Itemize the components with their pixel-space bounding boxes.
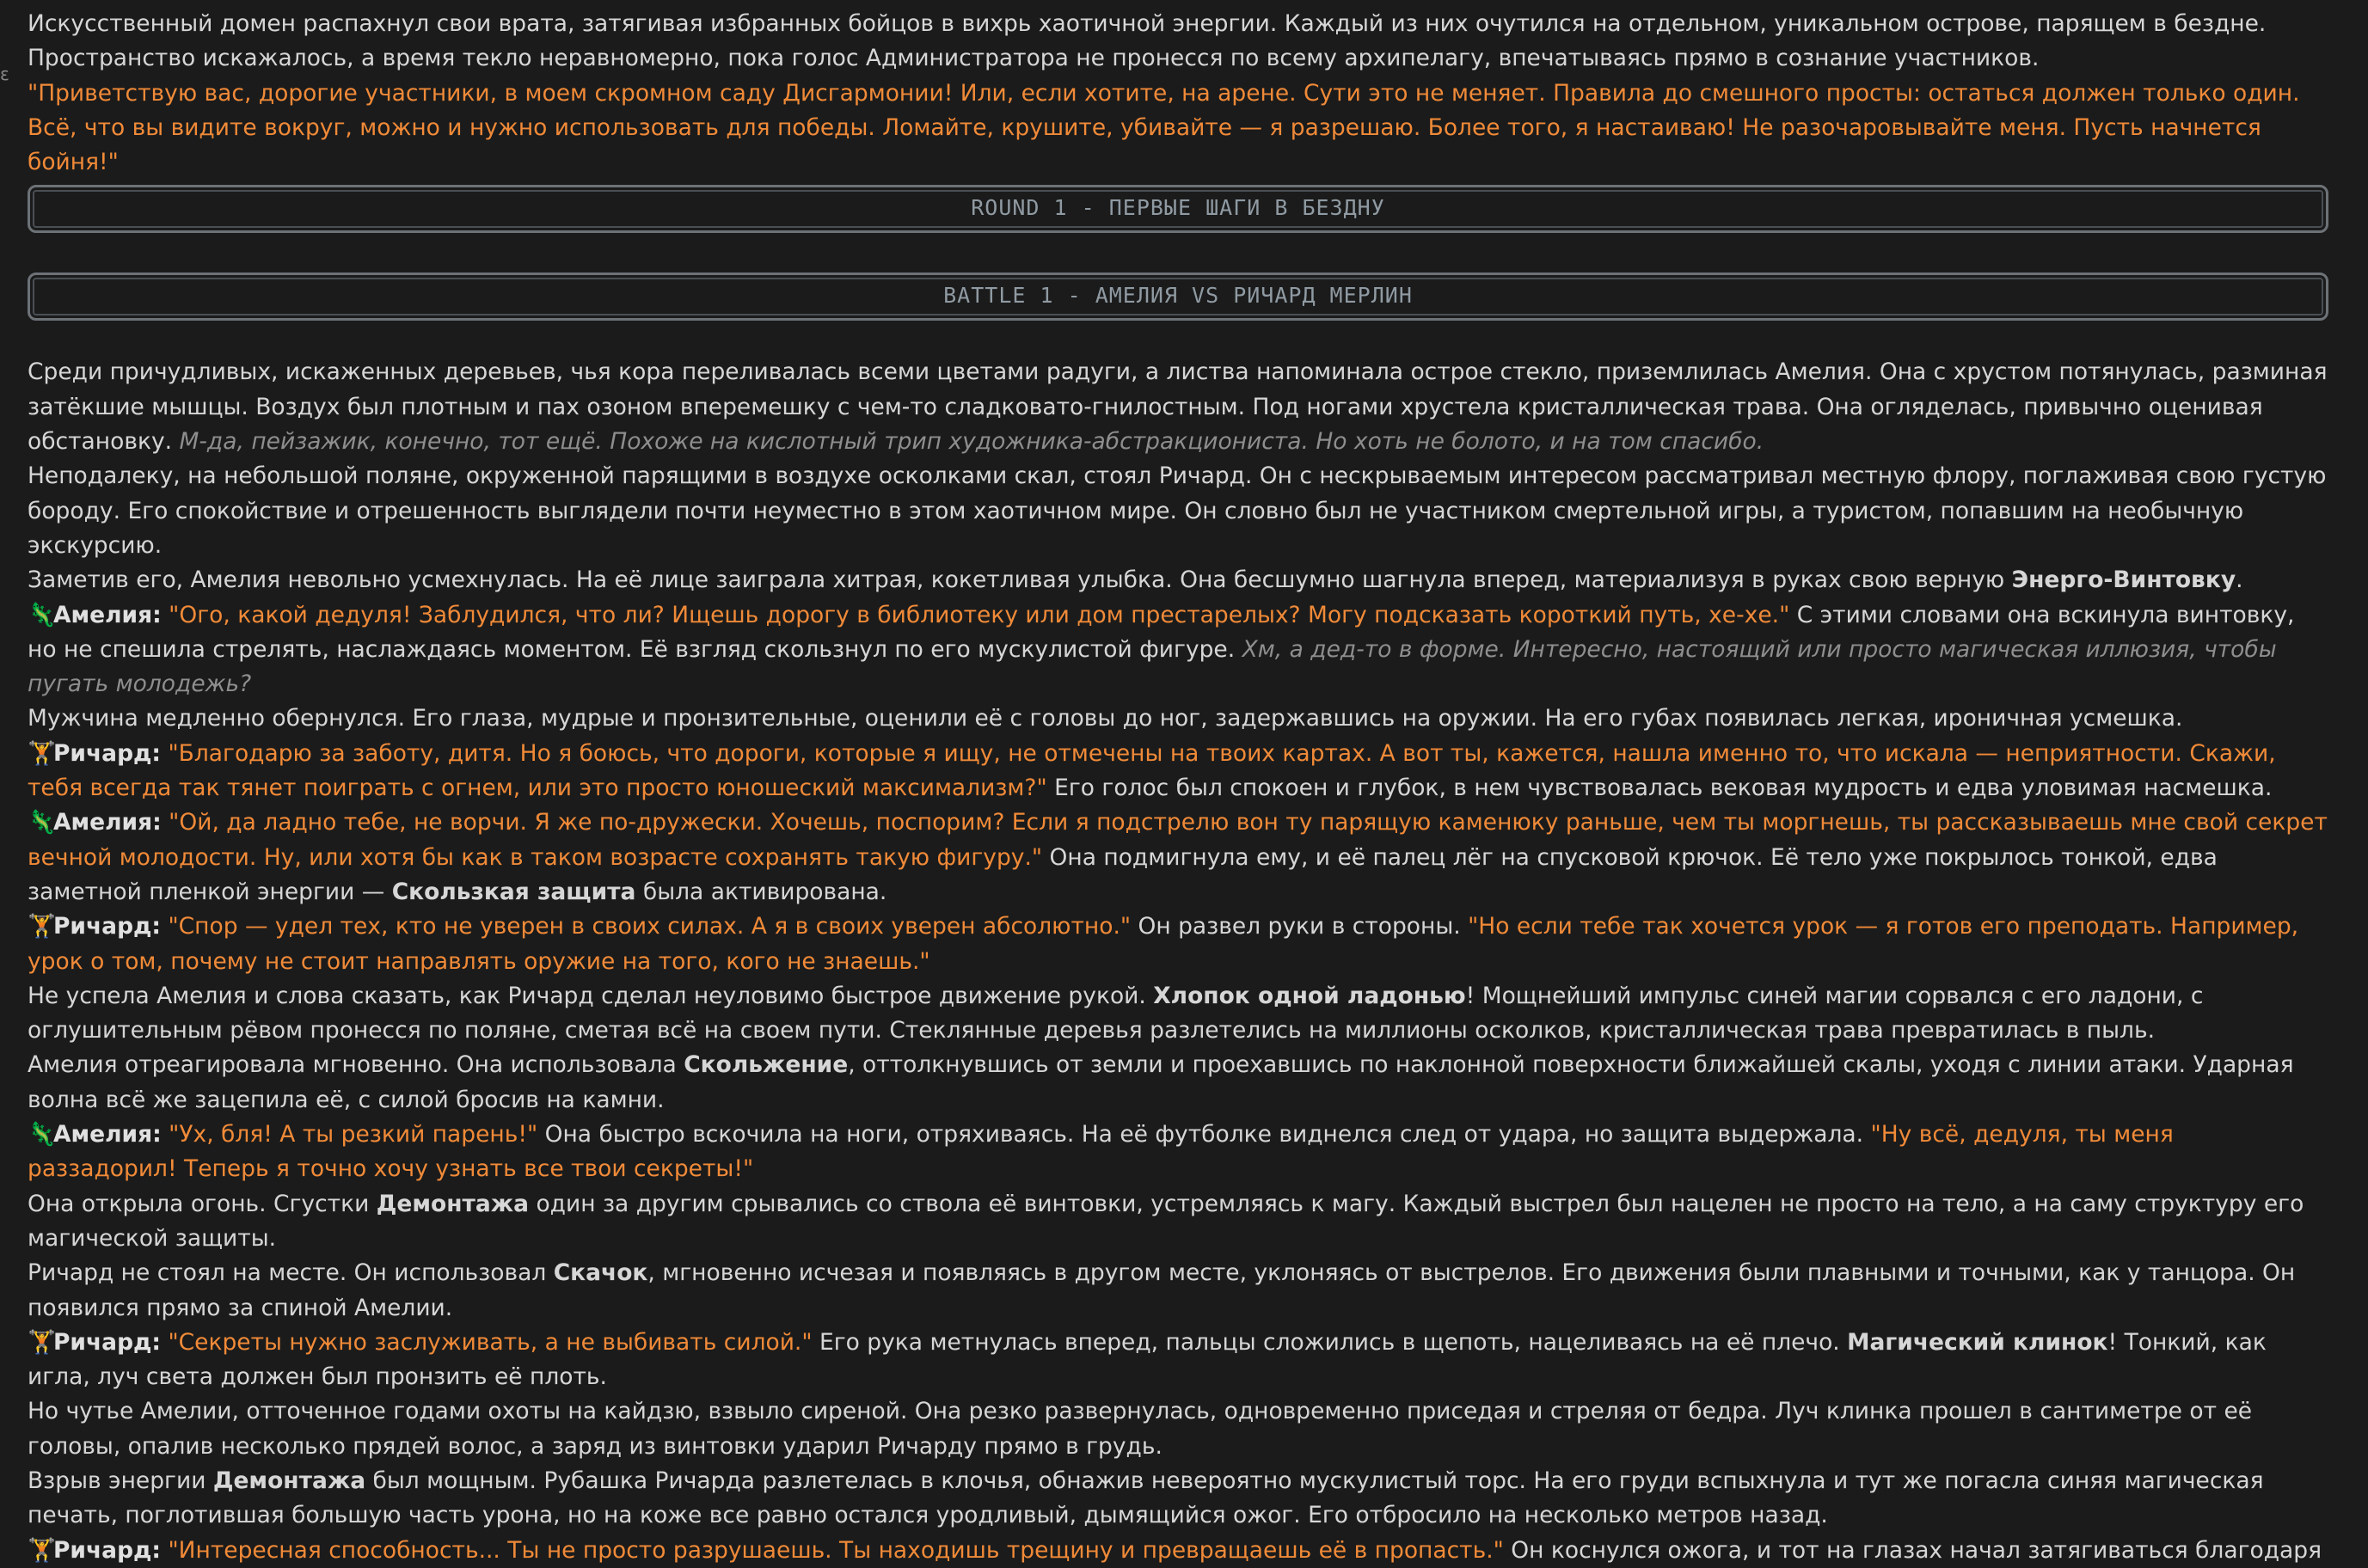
thought: Хм, а дед-то в форме. Интересно, настоящий или просто магическая иллюзия, чтобы пугать молодежь? [28,635,2277,698]
story-paragraph: Заметив его, Амелия невольно усмехнулась. На её лице заиграла хитрая, кокетливая улыбка. Она бесшумно шагнула вперед, материализуя в руках свою верную Энерго-Винтовку. [28,567,2243,594]
story-paragraph: Мужчина медленно обернулся. Его глаза, мудрые и пронзительные, оценили её с головы до ног, задержавшись на оружии. На его губах появилась легкая, ироничная усмешка. [28,705,2183,732]
skill-name: Скачок [553,1259,648,1287]
speaker-name: Амелия: [53,1121,162,1148]
dialogue-line: 🦎Амелия: "Ух, бля! А ты резкий парень!" Она быстро вскочила на ноги, отряхиваясь. На её футболке виднелся след от удара, но защита выдержала. "Ну всё, дедуля, ты меня раззадорил! Теперь я точно хочу узнать все твои секреты!" [28,1118,2328,1187]
thought: М-да, пейзажик, конечно, тот ещё. Похоже на кислотный трип художника-абстракциониста. Но хоть не болото, и на том спасибо. [179,428,1764,456]
intro-narration: Искусственный домен распахнул свои врата, затягивая избранных бойцов в вихрь хаотичной энергии. Каждый из них очутился на отдельном, уникальном острове, парящем в бездне. Пространство искажалось, а время текло неравномерно, пока голос Администратора не пронесся по всему архипелагу, впечатываясь прямо в сознание участников. [28,10,2267,72]
skill-name: Хлопок одной ладонью [1153,982,1466,1009]
skill-name: Скольжение [684,1051,849,1079]
dialogue-line: 🏋Ричард: "Благодарю за заботу, дитя. Но я боюсь, что дороги, которые я ищу, не отмечены на твоих картах. А вот ты, кажется, нашла именно то, что искала — неприятности. Скажи, тебя всегда так тянет поиграть с огнем, или это просто юношеский максимализм?" Его голос был спокоен и глубок, в нем чувствовалась вековая мудрость и едва уловимая насмешка. [28,737,2328,806]
speaker-name: Ричард: [53,739,162,767]
story-paragraph: Взрыв энергии Демонтажа был мощным. Рубашка Ричарда разлетелась в клочья, обнажив невероятно мускулистый торс. На его груди вспыхнула и тут же погасла синяя магическая печать, поглотившая большую часть урона, но на коже все равно остался уродливый, дымящийся ожог. Его отбросило на несколько метров назад. [28,1467,2264,1529]
dialogue-line: 🦎Амелия: "Ого, какой дедуля! Заблудился, что ли? Ищешь дорогу в библиотеку или дом престарелых? Могу подсказать короткий путь, хе-хе." С этими словами она вскинула винтовку, но не спешила стрелять, наслаждаясь моментом. Её взгляд скользнул по его мускулистой фигуре. Хм, а дед-то в форме. Интересно, настоящий или просто магическая иллюзия, чтобы пугать молодежь? [28,598,2328,702]
lizard-icon: 🦎 [28,809,56,836]
lizard-icon: 🦎 [28,601,56,628]
scroll-indicator[interactable]: ε [0,64,9,84]
speaker-name: Ричард: [53,1328,162,1356]
speaker-name: Амелия: [53,809,162,836]
battle-banner: BATTLE 1 - АМЕЛИЯ VS РИЧАРД МЕРЛИН [28,273,2328,321]
speaker-name: Ричард: [53,1536,162,1564]
story-paragraph: Но чутье Амелии, отточенное годами охоты на кайдзю, взвыло сиреной. Она резко развернулась, одновременно приседая и стреляя от бедра. Луч клинка прошел в сантиметре от её головы, опалив несколько прядей волос, а заряд из винтовки ударил Ричарду прямо в грудь. [28,1398,2253,1460]
dumbbell-icon: 🏋 [28,913,56,940]
dialogue-line: 🏋Ричард: "Интересная способность... Ты не просто разрушаешь. Ты находишь трещину и превращаешь её в пропасть." Он коснулся ожога, и тот на глазах начал затягиваться благодаря [28,1534,2328,1568]
speaker-name: Ричард: [53,913,162,940]
dumbbell-icon: 🏋 [28,739,56,767]
story-paragraph: Амелия отреагировала мгновенно. Она использовала Скольжение, оттолкнувшись от земли и проехавшись по наклонной поверхности ближайшей скалы, уходя с линии атаки. Ударная волна всё же зацепила её, с силой бросив на камни. [28,1051,2294,1113]
dialogue-line: 🏋Ричард: "Спор — удел тех, кто не уверен в своих силах. А я в своих уверен абсолютно." Он развел руки в стороны. "Но если тебе так хочется урок — я готов его преподать. Например, урок о том, почему не стоит направлять оружие на того, кого не знаешь." [28,910,2328,979]
speaker-name: Амелия: [53,601,162,628]
dialogue-line: 🏋Ричард: "Секреты нужно заслуживать, а не выбивать силой." Его рука метнулась вперед, пальцы сложились в щепоть, нацеливаясь на её плечо. Магический клинок! Тонкий, как игла, луч света должен был пронзить её плоть. [28,1326,2328,1395]
dumbbell-icon: 🏋 [28,1536,56,1564]
skill-name: Энерго-Винтовку [2011,567,2236,594]
dialogue-line: 🦎Амелия: "Ой, да ладно тебе, не ворчи. Я же по-дружески. Хочешь, поспорим? Если я подстрелю вон ту парящую каменюку раньше, чем ты моргнешь, ты рассказываешь мне свой секрет вечной молодости. Ну, или хотя бы как в таком возрасте сохранять такую фигуру." Она подмигнула ему, и её палец лёг на спусковой крючок. Её тело уже покрылось тонкой, едва заметной пленкой энергии — Скользкая защита была активирована. [28,805,2328,910]
admin-speech: "Приветствую вас, дорогие участники, в моем скромном саду Дисгармонии! Или, если хотите, на арене. Сути это не меняет. Правила до смешного просты: остаться должен только один. Всё, что вы видите вокруг, можно и нужно использовать для победы. Ломайте, крушите, убивайте — я разрешаю. Более того, я настаиваю! Не разочаровывайте меня. Пусть начнется бойня!" [28,79,2300,176]
lizard-icon: 🦎 [28,1121,56,1148]
skill-name: Демонтажа [212,1467,366,1494]
story-paragraph: Не успела Амелия и слова сказать, как Ричард сделал неуловимо быстрое движение рукой. Хлопок одной ладонью! Мощнейший импульс синей магии сорвался с его ладони, с оглушительным рёвом пронесся по поляне, сметая всё на своем пути. Стеклянные деревья разлетелись на миллионы осколков, кристаллическая трава превратилась в пыль. [28,982,2204,1044]
story-paragraph: Среди причудливых, искаженных деревьев, чья кора переливалась всеми цветами радуги, а листва напоминала острое стекло, приземлилась Амелия. Она с хрустом потянулась, разминая затёкшие мышцы. Воздух был плотным и пах озоном вперемешку с чем-то сладковато-гнилостным. Под ногами хрустела кристаллическая трава. Она огляделась, привычно оценивая обстановку. М-да, пейзажик, конечно, тот ещё. Похоже на кислотный трип художника-абстракциониста. Но хоть не болото, и на том спасибо. [28,358,2328,456]
dumbbell-icon: 🏋 [28,1328,56,1356]
skill-name: Демонтажа [376,1190,530,1217]
chat-log [28,7,2328,1568]
story-paragraph: Она открыла огонь. Сгустки Демонтажа один за другим срывались со ствола её винтовки, устремляясь к магу. Каждый выстрел был нацелен не просто на тело, а на саму структуру его магической защиты. [28,1190,2304,1252]
story-paragraph: Неподалеку, на небольшой поляне, окруженной парящими в воздухе осколками скал, стоял Ричард. Он с нескрываемым интересом рассматривал местную флору, поглаживая свою густую бороду. Его спокойствие и отрешенность выглядели почти неуместно в этом хаотичном мире. Он словно был не участником смертельной игры, а туристом, попавшим на необычную экскурсию. [28,462,2327,559]
story-paragraph: Ричард не стоял на месте. Он использовал Скачок, мгновенно исчезая и появляясь в другом месте, уклоняясь от выстрелов. Его движения были плавными и точными, как у танцора. Он появился прямо за спиной Амелии. [28,1259,2296,1321]
skill-name: Скользкая защита [391,878,636,905]
skill-name: Магический клинок [1847,1328,2108,1356]
round-banner: ROUND 1 - ПЕРВЫЕ ШАГИ В БЕЗДНУ [28,185,2328,233]
